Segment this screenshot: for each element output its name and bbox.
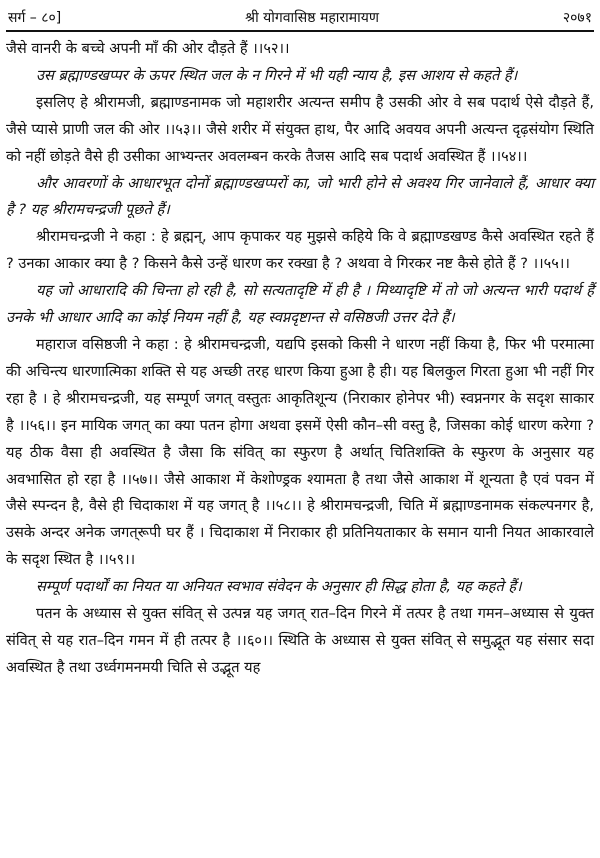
paragraph: पतन के अध्यास से युक्त संवित् से उत्पन्न यह जगत् रात–दिन गिरने में तत्पर है तथा गमन–अध्यास से युक्त संवित् से यह रात–दिन गमन में ही तत्पर है ।।६०।। स्थिति के अध्यास से युक्त संवित् से समुद्भूत यह संसार सदा अवस्थित है तथा उर्ध्वगमनमयी चिति से उद्भूत यह [6, 605, 594, 676]
page-number: २०७१ [562, 9, 592, 26]
paragraph-italic: सम्पूर्ण पदार्थों का नियत या अनियत स्वभाव संवेदन के अनुसार ही सिद्ध होता है, यह कहते हैं। [36, 578, 522, 596]
paragraph-italic: और आवरणों के आधारभूत दोनों ब्रह्माण्डखप्परों का, जो भारी होने से अवश्य गिर जानेवाले हैं, आधार क्या है ? यह श्रीरामचन्द्रजी पूछते हैं। [6, 174, 594, 219]
paragraph-italic: यह जो आधारादि की चिन्ता हो रही है, सो सत्यतादृष्टि में ही है । मिथ्यादृष्टि में तो जो अत्यन्त भारी पदार्थ हैं उनके भी आधार आदि का कोई नियम नहीं है, यह स्वप्नदृष्टान्त से वसिष्ठजी उत्तर देते हैं। [6, 282, 594, 327]
header-rule [6, 30, 594, 32]
paragraph: जैसे वानरी के बच्चे अपनी माँ की ओर दौड़ते हैं ।।५२।। [6, 40, 290, 57]
section-label: सर्ग – ८०] [8, 9, 62, 26]
paragraph: इसलिए हे श्रीरामजी, ब्रह्माण्डनामक जो महाशरीर अत्यन्त समीप है उसकी ओर वे सब पदार्थ ऐसे दौड़ते हैं, जैसे प्यासे प्राणी जल की ओर ।।५३।। जैसे शरीर में संयुक्त हाथ, पैर आदि अवयव अपनी अत्यन्त दृढ़संयोग स्थिति को नहीं छोड़ते वैसे ही उसीका आभ्यन्तर अवलम्बन करके तैजस आदि सब पदार्थ अवस्थित हैं ।।५४।। [6, 93, 594, 165]
paragraph-italic: उस ब्रह्माण्डखप्पर के ऊपर स्थित जल के न गिरने में भी यही न्याय है, इस आशय से कहते हैं। [36, 66, 518, 84]
paragraph: श्रीरामचन्द्रजी ने कहा : हे ब्रह्मन्, आप कृपाकर यह मुझसे कहिये कि वे ब्रह्माण्डखण्ड कैसे अवस्थित रहते हैं ? उनका आकार क्या है ? किसने कैसे उन्हें धारण कर रक्खा है ? अथवा वे गिरकर नष्ट कैसे होते हैं ? ।।५५।। [6, 228, 594, 273]
page-body [6, 36, 594, 682]
book-title: श्री योगवासिष्ठ महारामायण [245, 9, 379, 26]
running-header [6, 6, 594, 28]
paragraph: महाराज वसिष्ठजी ने कहा : हे श्रीरामचन्द्रजी, यद्यपि इसको किसी ने धारण नहीं किया है, फिर भी परमात्मा की अचिन्त्य धारणात्मिका शक्ति से यह अच्छी तरह धारण किया हुआ है ही। यह बिलकुल गिरता हुआ भी नहीं गिर रहा है । हे श्रीरामचन्द्रजी, यह सम्पूर्ण जगत् वस्तुतः आकृतिशून्य (निराकार होनेपर भी) स्वप्ननगर के सदृश साकार है ।।५६।। इन मायिक जगत् का क्या पतन होगा अथवा इसमें ऐसी कौन–सी वस्तु है, जिसका कोई धारण करेगा ? यह ठीक वैसा ही अवस्थित है जैसा कि संवित् का स्फुरण है अर्थात् चितिशक्ति के स्फुरण के अनुसार यह अवभासित हो रहा है ।।५७।। जैसे आकाश में केशोण्ड्रक श्यामता है तथा जैसे आकाश में शून्यता है एवं पवन में जैसे स्पन्दन है, वैसे ही चिदाकाश में यह जगत् है ।।५८।। हे श्रीरामचन्द्रजी, चिति में ब्रह्माण्डनामक संकल्पनगर है, उसके अन्दर अनेक जगत्‌रूपी घर हैं । चिदाकाश में निराकार ही प्रतिनियताकार के समान यानी नियत आकारवाले के सदृश स्थित है ।।५९।। [6, 335, 594, 569]
